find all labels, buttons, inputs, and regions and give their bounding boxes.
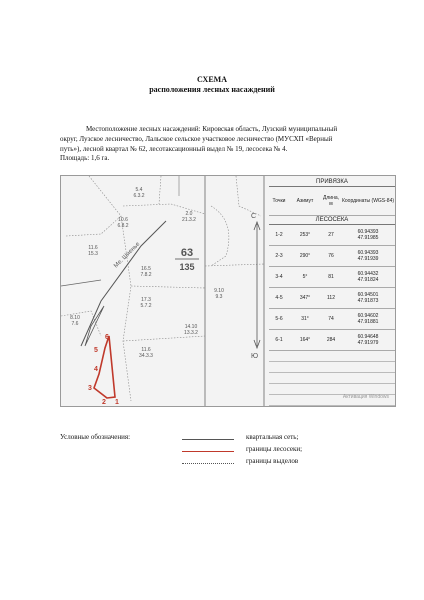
coordinate-lon: 47.91979	[357, 340, 379, 346]
plot-point-5: 5	[94, 347, 98, 354]
plot-point-3: 3	[88, 385, 92, 392]
stand-sublabel: 9.3	[215, 294, 223, 300]
stand-sublabel: 34.3.3	[139, 353, 153, 359]
stand-sublabel: 13.3.2	[184, 330, 198, 336]
quarter-number: 63	[180, 247, 194, 259]
quarter-area: 135	[179, 262, 195, 272]
cell-points: 3-4	[275, 274, 283, 280]
table-row	[269, 246, 395, 267]
location-description	[60, 124, 396, 154]
cell-coordinates	[341, 229, 395, 241]
cell-length: 112	[327, 295, 335, 301]
description-line: округ, Лузское лесничество, Лальское сельское участковое лесничество (МУСХП «Верный	[60, 135, 333, 143]
stand-label: 14.10	[184, 324, 198, 330]
document-subtitle: расположения лесных насаждений	[149, 85, 275, 94]
header-azimuth: Азимут	[296, 198, 314, 204]
compass-north-label: С	[251, 213, 257, 220]
cell-azimuth: 253°	[299, 232, 311, 238]
coordinate-lat: 60.94432	[357, 271, 379, 277]
stand-sublabel: 5.7.2	[140, 303, 152, 309]
header-coordinates: Координаты (WGS-84)	[341, 198, 395, 204]
stand-label: 9.10	[214, 288, 224, 294]
stand-label: 16.5	[141, 266, 151, 272]
coordinate-lat: 60.94393	[357, 229, 379, 235]
area-text: Площадь: 1,6 га.	[60, 154, 110, 162]
stand-boundary	[131, 286, 205, 288]
description-line: Местоположение лесных насаждений: Кировская область, Лузский муниципальный	[86, 125, 338, 133]
cell-length: 74	[328, 316, 334, 322]
table-empty-row	[269, 362, 395, 373]
table-empty-row	[269, 373, 395, 384]
cell-length: 284	[326, 337, 336, 343]
coordinate-lon: 47.91939	[357, 256, 379, 262]
legend-title: Условные обозначения:	[60, 433, 131, 441]
cell-azimuth: 347°	[299, 295, 311, 301]
cell-azimuth: 31°	[301, 316, 309, 322]
table-row	[269, 267, 395, 288]
legend-line-stands	[182, 463, 234, 464]
coordinate-lon: 47.91985	[357, 235, 379, 241]
scheme-map	[60, 175, 396, 407]
stand-sublabel: 7.8.2	[140, 272, 152, 278]
table-row	[269, 288, 395, 309]
plot-point-4: 4	[94, 366, 98, 373]
stand-boundary	[236, 176, 261, 216]
cell-azimuth: 164°	[299, 337, 311, 343]
cell-length: 81	[328, 274, 334, 280]
coordinate-lon: 47.91881	[357, 319, 379, 325]
stand-boundary	[211, 206, 229, 266]
stand-label: 11.6	[141, 347, 151, 353]
river-label: Ме. Шиенье	[113, 241, 142, 270]
cell-points: 4-5	[275, 295, 283, 301]
cell-length: 76	[328, 253, 334, 259]
stand-boundary	[123, 204, 205, 214]
table-section: ЛЕСОСЕКА	[269, 216, 395, 225]
reference-table	[269, 178, 395, 406]
compass-south-label: Ю	[251, 353, 259, 360]
stand-label: 11.6	[88, 245, 98, 251]
table-title: ПРИВЯЗКА	[269, 178, 395, 187]
legend-label-cutting: границы лесосеки;	[246, 445, 303, 453]
plot-point-6: 6	[105, 334, 109, 341]
table-row	[269, 309, 395, 330]
table-row	[269, 225, 395, 246]
stand-label: 5.4	[135, 187, 143, 193]
coordinate-lat: 60.94393	[357, 250, 379, 256]
stand-sublabel: 6.3.2	[133, 193, 145, 199]
plot-point-1: 1	[115, 399, 119, 406]
legend-line-quarter	[182, 439, 234, 440]
table-header-row	[269, 187, 395, 216]
header-points: Точки	[272, 198, 286, 204]
cell-length: 27	[328, 232, 334, 238]
stand-sublabel: 21.3.2	[182, 217, 196, 223]
stand-boundary	[159, 176, 161, 204]
stand-boundary	[205, 264, 264, 266]
stand-boundary	[66, 216, 121, 236]
cell-coordinates	[341, 271, 395, 283]
coordinate-lat: 60.94648	[357, 334, 379, 340]
cell-coordinates	[341, 313, 395, 325]
coordinate-lon: 47.91873	[357, 298, 379, 304]
stand-sublabel: 6.8.2	[117, 223, 129, 229]
stand-sublabel: 7.6	[71, 321, 79, 327]
plot-point-2: 2	[102, 399, 106, 406]
stand-label: 17.3	[141, 297, 151, 303]
table-empty-row	[269, 351, 395, 362]
coordinate-lat: 60.94501	[357, 292, 379, 298]
quarter-boundary-line	[61, 280, 101, 286]
table-row	[269, 330, 395, 351]
cell-coordinates	[341, 250, 395, 262]
cell-azimuth: 5°	[302, 274, 308, 280]
legend-label-quarter: квартальная сеть;	[246, 433, 299, 441]
stand-sublabel: 15.3	[88, 251, 98, 257]
legend-line-cutting	[182, 451, 234, 452]
watermark: Активация Windows	[342, 394, 389, 400]
stream-bank	[85, 306, 104, 346]
cell-points: 2-3	[275, 253, 283, 259]
compass-arrow	[251, 213, 260, 360]
coordinate-lon: 47.91824	[357, 277, 379, 283]
stand-label: 10.6	[118, 217, 128, 223]
description-line: путь»), лесной квартал № 62, лесотаксационный выдел № 19, лесосека № 4.	[60, 145, 288, 153]
cell-points: 6-1	[275, 337, 283, 343]
stand-label: 8.10	[70, 315, 80, 321]
document-title: СХЕМА	[196, 75, 227, 84]
cell-points: 1-2	[275, 232, 283, 238]
header-length: Длина, м	[322, 195, 340, 207]
stand-boundary	[123, 336, 205, 341]
stand-label: 2.0	[185, 211, 193, 217]
cell-coordinates	[341, 292, 395, 304]
cell-azimuth: 290°	[299, 253, 311, 259]
legend-label-stands: границы выделов	[246, 457, 299, 465]
coordinate-lat: 60.94602	[357, 313, 379, 319]
cell-coordinates	[341, 334, 395, 346]
cell-points: 5-6	[275, 316, 283, 322]
